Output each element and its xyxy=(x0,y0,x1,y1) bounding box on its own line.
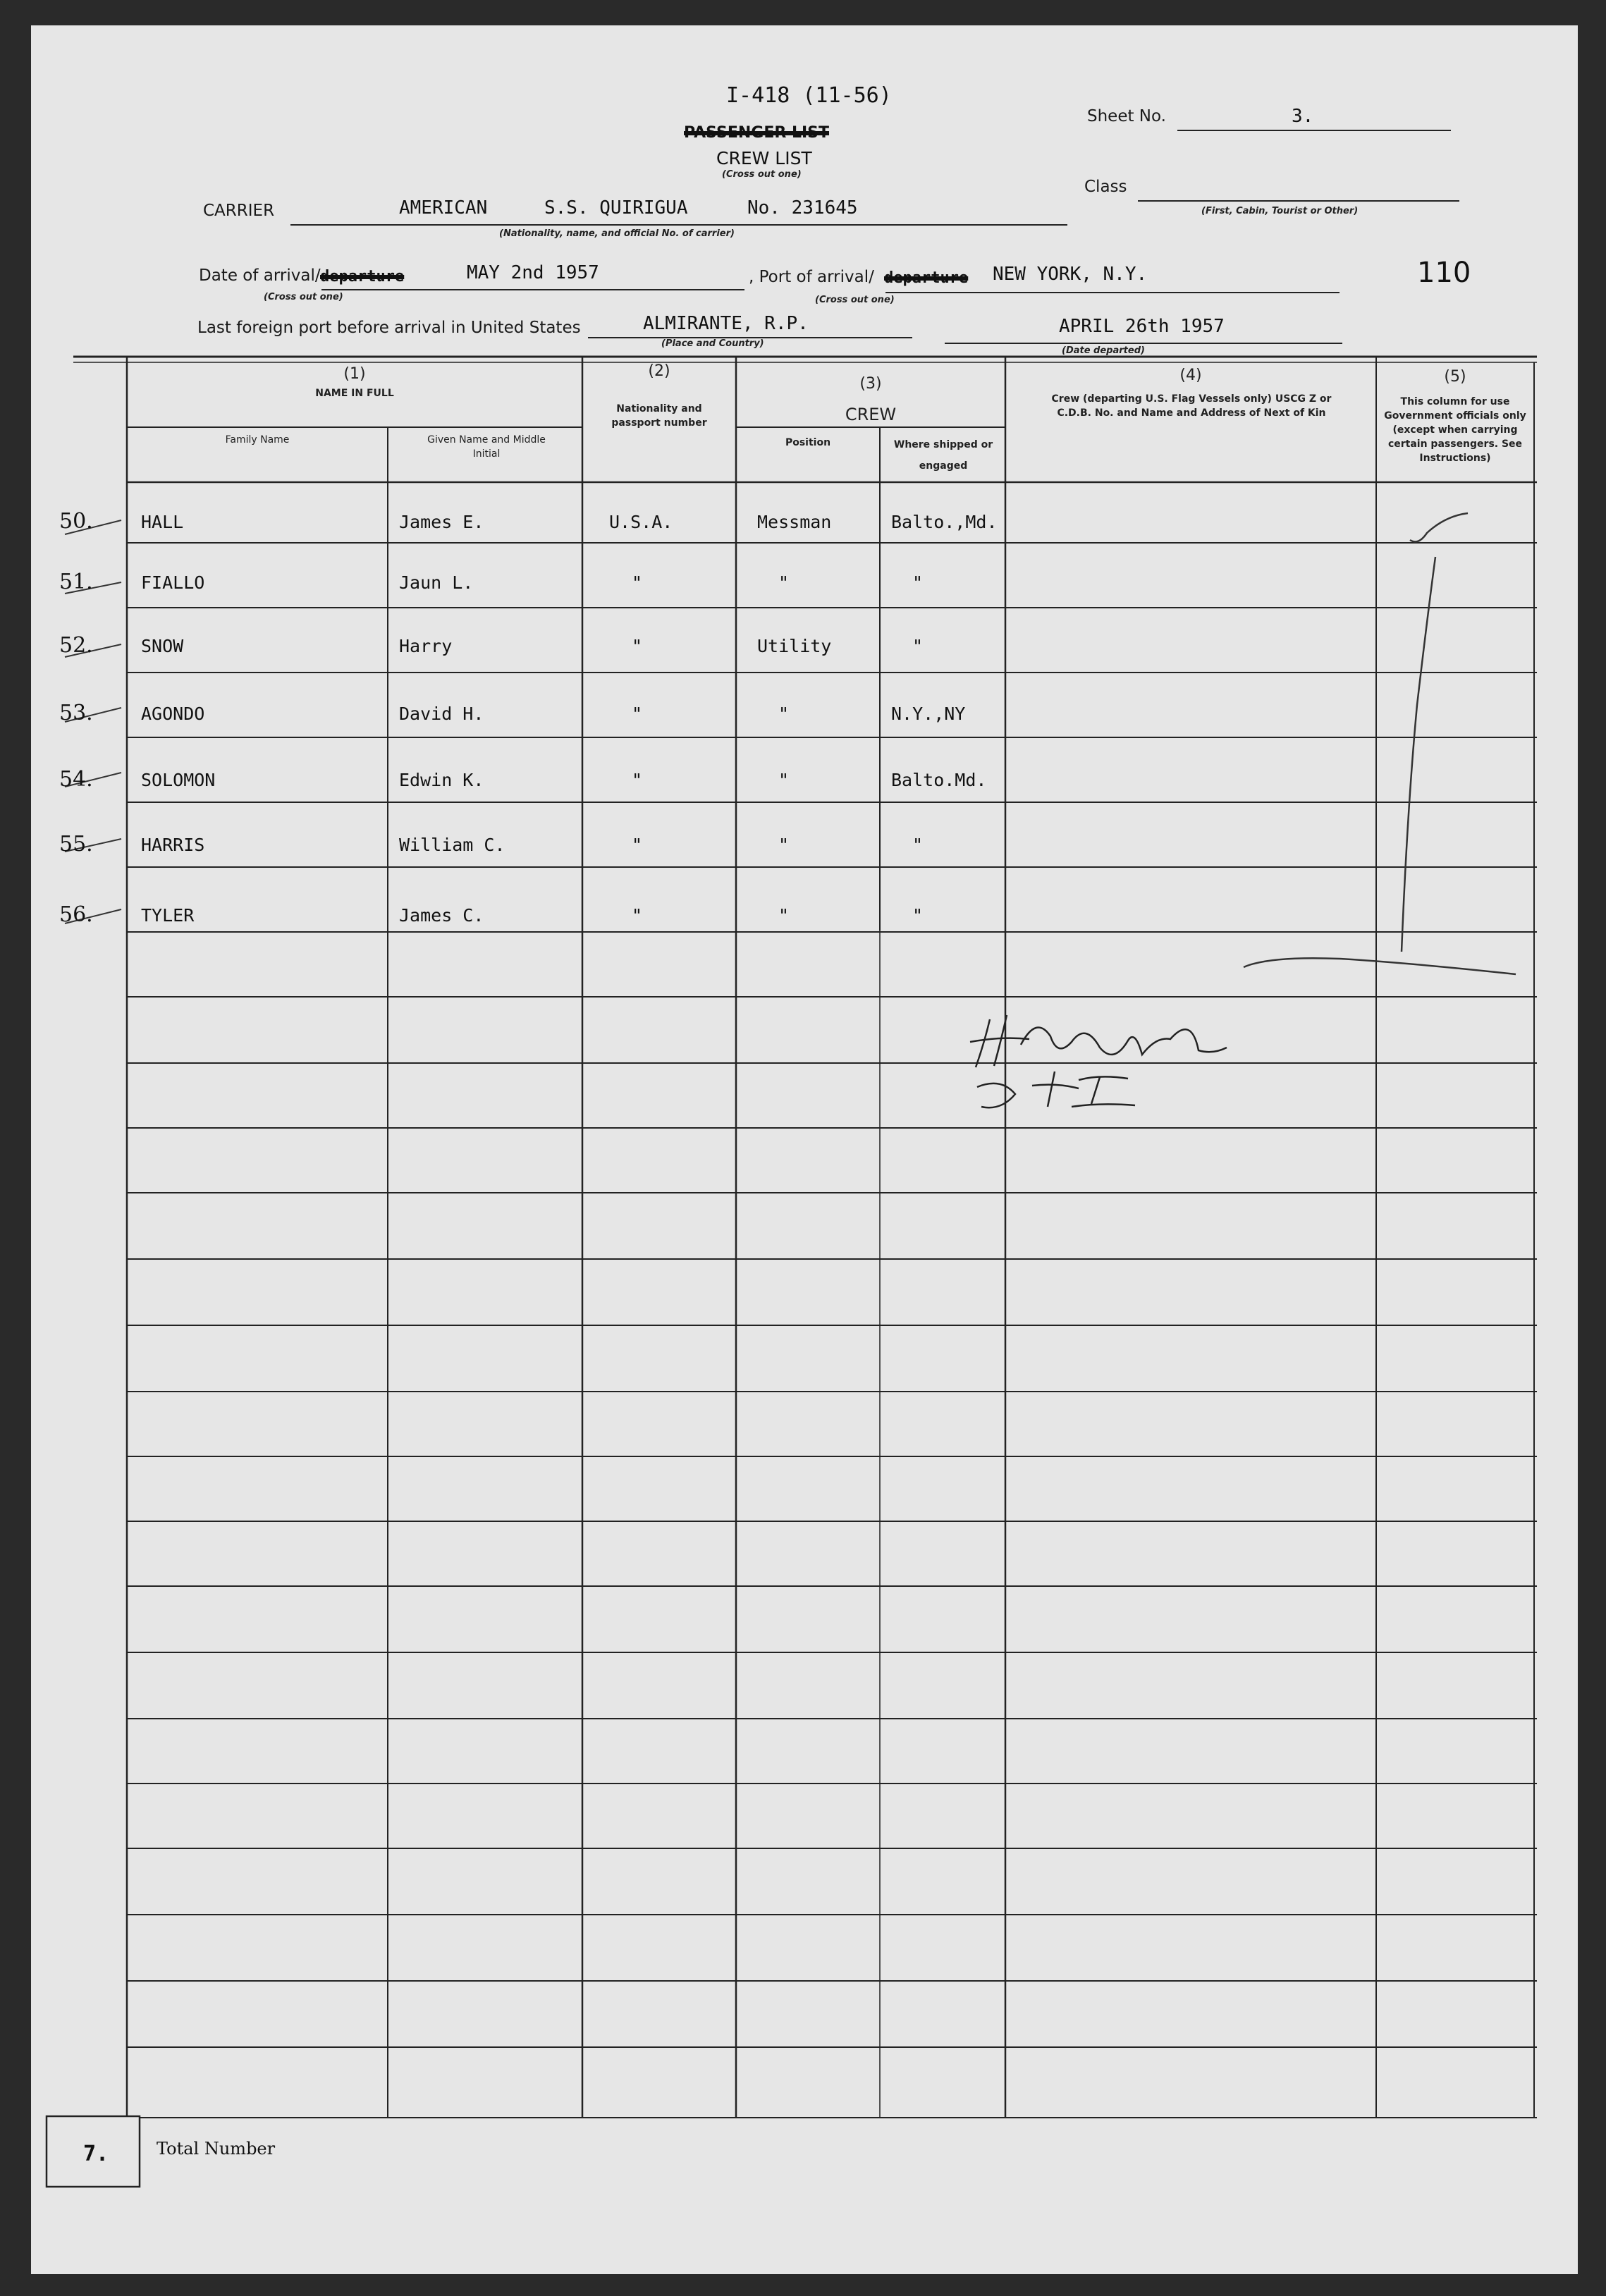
family-name-cell: FIALLO xyxy=(141,572,205,593)
date-departed: APRIL 26th 1957 xyxy=(1059,316,1225,337)
row-number: 54. xyxy=(59,767,93,792)
family-name-cell: SOLOMON xyxy=(141,770,216,790)
form-id: I-418 (11-56) xyxy=(726,83,892,108)
col5-num: (5) xyxy=(1444,368,1466,386)
carrier-nationality: AMERICAN xyxy=(399,197,488,219)
carrier-label: CARRIER xyxy=(203,202,275,220)
family-name-cell: SNOW xyxy=(141,636,184,656)
total-label: Total Number xyxy=(157,2139,276,2159)
col4-header: Crew (departing U.S. Flag Vessels only) USCG Z or C.D.B. No. and Name and Address of Next of Kin xyxy=(1051,393,1332,419)
nationality-cell: " xyxy=(632,636,643,656)
position-cell: " xyxy=(778,835,790,855)
col4-num: (4) xyxy=(1179,367,1202,384)
position-cell: Messman xyxy=(757,512,832,532)
last-port-place-note: (Place and Country) xyxy=(661,338,764,349)
given-name-cell: Edwin K. xyxy=(399,770,484,790)
position-cell: " xyxy=(778,905,790,926)
col-given-header: Given Name and Middle Initial xyxy=(427,434,546,460)
col2-num: (2) xyxy=(648,362,670,380)
col1-header: NAME IN FULL xyxy=(315,388,394,399)
shipped-cell: " xyxy=(912,905,924,926)
nationality-cell: " xyxy=(632,835,643,855)
col-shipped-header: Where shipped or engaged xyxy=(893,439,993,472)
position-cell: " xyxy=(778,572,790,593)
given-name-cell: David H. xyxy=(399,704,484,724)
given-name-cell: James C. xyxy=(399,905,484,926)
row-number: 56. xyxy=(59,902,93,927)
position-cell: Utility xyxy=(757,636,832,656)
port-note: (Cross out one) xyxy=(815,295,895,305)
col3-header: CREW xyxy=(845,405,897,424)
shipped-cell: Balto.,Md. xyxy=(891,512,998,532)
port-label: , Port of arrival/ xyxy=(749,268,874,286)
row-number: 52. xyxy=(59,633,93,658)
family-name-cell: TYLER xyxy=(141,905,195,926)
col3-num: (3) xyxy=(859,375,882,393)
position-cell: " xyxy=(778,770,790,790)
given-name-cell: Harry xyxy=(399,636,453,656)
arrival-struck: departure xyxy=(320,268,405,286)
nationality-cell: " xyxy=(632,572,643,593)
class-label: Class xyxy=(1084,178,1127,196)
form-title: CREW LIST xyxy=(716,148,812,168)
family-name-cell: HARRIS xyxy=(141,835,205,855)
arrival-note: (Cross out one) xyxy=(264,292,343,302)
port-of-arrival: NEW YORK, N.Y. xyxy=(993,264,1148,285)
row-number: 53. xyxy=(59,701,93,725)
col5-header: This column for use Government officials only (except when carrying certain passengers. See Instructions) xyxy=(1384,396,1526,464)
shipped-cell: N.Y.,NY xyxy=(891,704,966,724)
position-cell: " xyxy=(778,704,790,724)
last-port-place: ALMIRANTE, R.P. xyxy=(643,313,809,334)
family-name-cell: HALL xyxy=(141,512,184,532)
nationality-cell: " xyxy=(632,905,643,926)
nationality-cell: " xyxy=(632,770,643,790)
port-struck: departure xyxy=(884,269,969,287)
given-name-cell: Jaun L. xyxy=(399,572,474,593)
shipped-cell: " xyxy=(912,636,924,656)
row-number: 51. xyxy=(59,570,93,594)
carrier-vessel: S.S. QUIRIGUA xyxy=(544,197,688,219)
col1-num: (1) xyxy=(343,365,366,383)
row-number: 55. xyxy=(59,832,93,857)
nationality-cell: " xyxy=(632,704,643,724)
signature-mark xyxy=(970,1015,1227,1107)
date-departed-note: (Date departed) xyxy=(1062,345,1145,356)
col2-header: Nationality and passport number xyxy=(611,403,707,429)
col-position-header: Position xyxy=(785,437,831,448)
title-struck: PASSENGER LIST xyxy=(684,124,830,142)
col-family-header: Family Name xyxy=(225,434,290,446)
check-marks xyxy=(1244,513,1516,974)
shipped-cell: Balto.Md. xyxy=(891,770,987,790)
class-note: (First, Cabin, Tourist or Other) xyxy=(1201,206,1359,216)
given-name-cell: William C. xyxy=(399,835,505,855)
nationality-cell: U.S.A. xyxy=(609,512,673,532)
page-number: 110 xyxy=(1417,257,1471,289)
sheet-number: 3. xyxy=(1292,106,1314,127)
last-port-label: Last foreign port before arrival in United States xyxy=(197,319,581,337)
carrier-note: (Nationality, name, and official No. of carrier) xyxy=(499,228,735,239)
arrival-label: Date of arrival/ xyxy=(199,266,321,285)
title-note: (Cross out one) xyxy=(722,169,802,180)
sheet-label: Sheet No. xyxy=(1087,107,1166,125)
carrier-number: No. 231645 xyxy=(747,197,858,219)
given-name-cell: James E. xyxy=(399,512,484,532)
shipped-cell: " xyxy=(912,835,924,855)
family-name-cell: AGONDO xyxy=(141,704,205,724)
shipped-cell: " xyxy=(912,572,924,593)
total-value: 7. xyxy=(83,2142,109,2166)
arrival-date: MAY 2nd 1957 xyxy=(467,262,599,283)
row-number: 50. xyxy=(59,509,93,534)
